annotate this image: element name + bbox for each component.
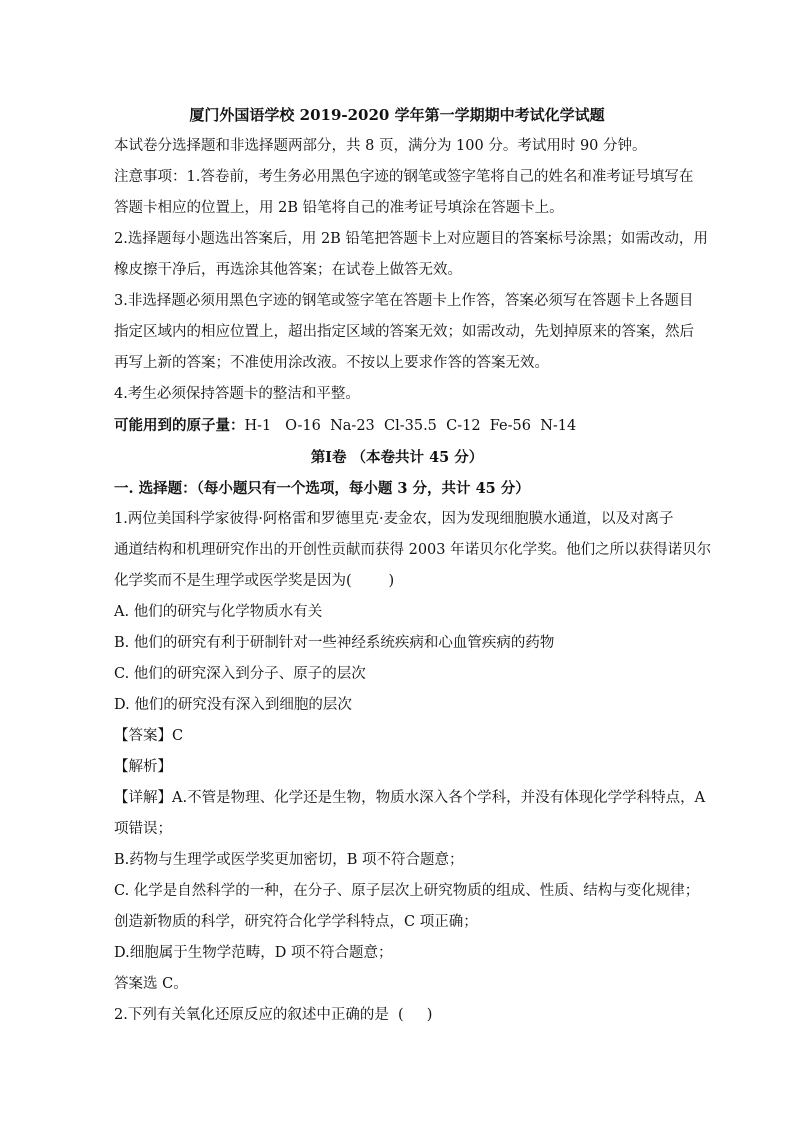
notice-item1-line1: 注意事项：1.答卷前，考生务必用黑色字迹的钢笔或签字笔将自己的姓名和准考证号填写在 [114, 169, 694, 185]
notice-intro: 本试卷分选择题和非选择题两部分，共 8 页，满分为 100 分。考试用时 90 分钟。 [114, 138, 647, 154]
page-title: 厦门外国语学校 2019-2020 学年第一学期期中考试化学试题 [189, 106, 605, 124]
section-title: 第Ⅰ卷 （本卷共计 45 分） [310, 449, 484, 466]
part1-heading: 一. 选择题：（每小题只有一个选项，每小题 3 分，共计 45 分） [114, 480, 530, 497]
q1-conclusion: 答案选 C。 [114, 976, 188, 992]
q2-stem: 2.下列有关氧化还原反应的叙述中正确的是 ( ) [114, 1007, 433, 1023]
q1-detail-line2: 项错误； [114, 821, 172, 837]
notice-item3-line3: 再写上新的答案；不准使用涂改液。不按以上要求作答的答案无效。 [114, 355, 549, 371]
atomic-weights-label: 可能用到的原子量： [114, 417, 245, 434]
q1-option-b: B. 他们的研究有利于研制针对一些神经系统疾病和心血管疾病的药物 [114, 635, 555, 651]
q1-option-a: A. 他们的研究与化学物质水有关 [114, 604, 323, 620]
notice-item3-line2: 指定区域内的相应位置上，超出指定区域的答案无效；如需改动，先划掉原来的答案，然后 [114, 324, 694, 340]
atomic-weights [114, 410, 680, 442]
notice-item4: 4.考生必须保持答题卡的整洁和平整。 [114, 386, 360, 402]
notice-item2-line2: 橡皮擦干净后，再选涂其他答案；在试卷上做答无效。 [114, 262, 462, 278]
q1-detail-line3: B.药物与生理学或医学奖更加密切，B 项不符合题意； [114, 852, 464, 868]
q1-detail-line4: C. 化学是自然科学的一种，在分子、原子层次上研究物质的组成、性质、结构与变化规律； [114, 883, 700, 899]
q1-detail-line5: 创造新物质的科学，研究符合化学学科特点，C 项正确； [114, 914, 478, 930]
q1-stem-line2: 通道结构和机理研究作出的开创性贡献而获得 2003 年诺贝尔化学奖。他们之所以获得诺贝尔 [114, 542, 712, 558]
q1-detail-line6: D.细胞属于生物学范畴，D 项不符合题意； [114, 945, 393, 961]
q1-answer: 【答案】C [114, 728, 184, 744]
q1-stem-line3: 化学奖而不是生理学或医学奖是因为( ) [114, 573, 395, 589]
q1-option-d: D. 他们的研究没有深入到细胞的层次 [114, 697, 352, 713]
q1-option-c: C. 他们的研究深入到分子、原子的层次 [114, 666, 366, 682]
notice-item2-line1: 2.选择题每小题选出答案后，用 2B 铅笔把答题卡上对应题目的答案标号涂黑；如需改动，用 [114, 231, 708, 247]
q1-analysis-label: 【解析】 [114, 759, 172, 775]
q1-stem-line1: 1.两位美国科学家彼得·阿格雷和罗德里克·麦金农，因为发现细胞膜水通道，以及对离子 [114, 511, 674, 527]
q1-detail-line1: 【详解】A.不管是物理、化学还是生物，物质水深入各个学科，并没有体现化学学科特点，A [114, 790, 706, 806]
notice-item1-line2: 答题卡相应的位置上，用 2B 铅笔将自己的准考证号填涂在答题卡上。 [114, 200, 564, 216]
atomic-weights-values: H-1 O-16 Na-23 Cl-35.5 C-12 Fe-56 N-14 [244, 418, 577, 434]
notice-item3-line1: 3.非选择题必须用黑色字迹的钢笔或签字笔在答题卡上作答，答案必须写在答题卡上各题目 [114, 293, 694, 309]
